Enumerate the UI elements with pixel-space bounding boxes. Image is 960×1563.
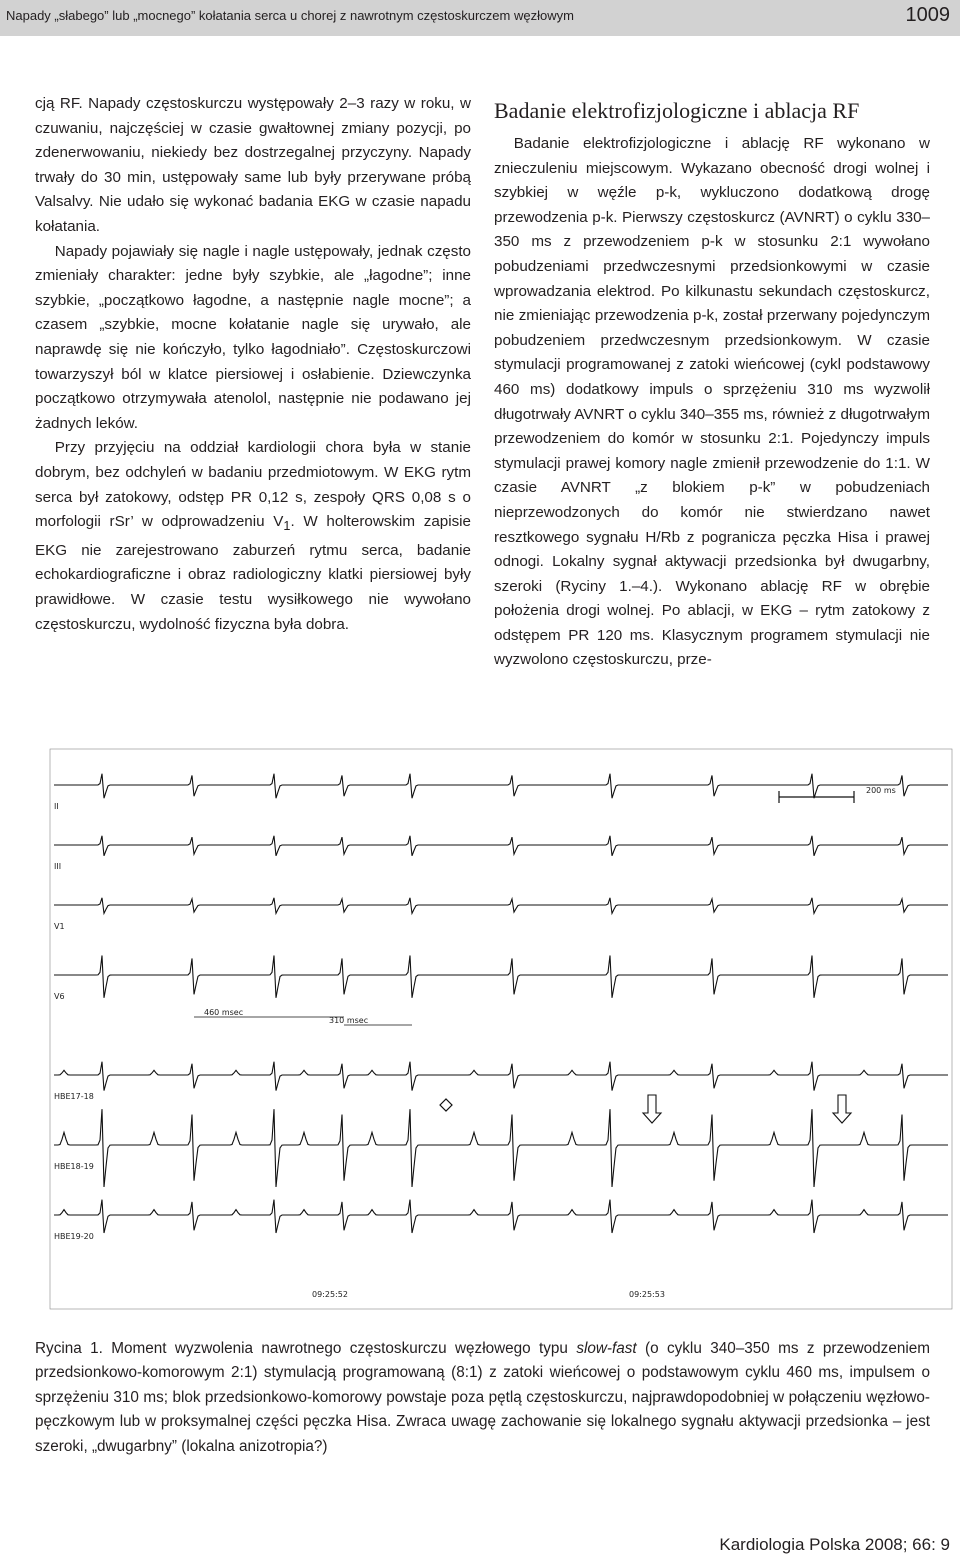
left-paragraph-3-part-b: . W holterowskim zapisie EKG nie zarejestrowano zaburzeń rytmu serca, badanie echokardiograficzne i obraz radiologiczny klatki piersiowej były prawidłowe. W czasie testu wysiłkowego nie wywołano częstoskurczu, wydolność fizyczna była dobra.: [35, 513, 471, 633]
running-header: [0, 0, 960, 36]
caption-text-b: (o cyklu 340–350 ms z przewodzeniem przedsionkowo-komorowym 2:1) stymulacją programowaną (8:1) z zatoki wieńcowej o podstawowym cyklu 460 ms, impulsem o sprzężeniu 310 ms; blok przedsionkowo-komorowy powstaje poza pętlą częstoskurczu, najprawdopodobniej w połączeniu węzłowo-pęczkowym lub w proksymalnej części pęczka Hisa. Zwraca uwagę zachowanie się lokalnego sygnału aktywacji przedsionka – jest szeroki, „dwugarbny” (lokalna anizotropia?): [35, 1340, 930, 1455]
timestamp-2: 09:25:53: [629, 1290, 665, 1299]
caption-label: Rycina 1.: [35, 1340, 103, 1357]
caption-italic: slow-fast: [576, 1340, 637, 1357]
left-paragraph-2: Napady pojawiały się nagle i nagle ustępowały, jednak często zmieniały charakter: jedne były szybkie, ale „łagodne”; inne szybkie, „początkowo łagodne, a następnie nagle mocne”; a czasem „szybkie, mocne kołatanie nagle się urywało, ale naprawdę się nie kończyło, tylko łagodniało”. Częstoskurczowi towarzyszył ból w klatce piersiowej i osłabienie. Dziewczynka początkowo otrzymywała atenolol, następnie nie podawano jej żadnych leków.: [35, 242, 471, 432]
lead-label: HBE17-18: [54, 1092, 94, 1101]
lead-label: V6: [54, 992, 65, 1001]
right-column: [494, 98, 930, 673]
timestamp-1: 09:25:52: [312, 1290, 348, 1299]
lead-label: HBE19-20: [54, 1232, 94, 1241]
right-paragraph-1: Badanie elektrofizjologiczne i ablację RF wykonano w znieczuleniu miejscowym. Wykazano obecność drogi wolnej i szybkiej w węźle p-k, wykluczono dodatkową drogę przewodzenia p-k. Pierwszy częstoskurcz (AVNRT) o cyklu 330–350 ms z przewodzeniem p-k w stosunku 2:1 wywołano pobudzeniami przedwczesnymi przedsionkowymi w czasie wprowadzania elektrod. Po kilkunastu sekundach częstoskurcz, nie zmieniając przewodzenia p-k, został przerwany pojedynczym pobudzeniem przedwczesnym przedsionkowym. W czasie stymulacji programowanej z zatoki wieńcowej (cykl podstawowy 460 ms) dodatkowy impuls o sprzężeniu 310 ms wyzwolił długotrwały AVNRT o cyklu 340–355 ms, również z długotrwałym przewodzeniem do komór w stosunku 2:1. Pojedynczy impuls stymulacji prawej komory nagle zmienił przewodzenie do 1:1. W czasie AVNRT „z blokiem p-k” w pobudzeniach nieprzewodzonych do komór nie stwierdzano nawet resztkowego sygnału H/Rb z pogranicza pęczka Hisa i prawej odnogi. Lokalny sygnał aktywacji przedsionka był dwugarbny, szeroki (Ryciny 1.–4.). Wykonano ablację RF w obrębie położenia drogi wolnej. Po ablacji, w EKG – rytm zatokowy z odstępem PR 120 ms. Klasycznym programem stymulacji nie wyzwolono częstoskurczu, prze-: [494, 135, 930, 669]
running-title: Napady „słabego” lub „mocnego” kołatania serca u chorej z nawrotnym częstoskurczem węzłowym: [6, 8, 574, 23]
journal-footer: Kardiologia Polska 2008; 66: 9: [719, 1535, 950, 1554]
page-number: 1009: [905, 4, 950, 26]
figure-caption: [35, 1337, 930, 1459]
left-column: [35, 92, 471, 637]
left-paragraph-1: cją RF. Napady częstoskurczu występowały 2–3 razy w roku, w czuwaniu, najczęściej w czasie gwałtownej zmiany pozycji, po zdenerwowaniu, niekiedy bez dostrzegalnej przyczyny. Napady trwały do 30 min, ustępowały same lub były przerywane próbą Valsalvy. Nie udało się wykonać badania EKG w czasie napadu kołatania.: [35, 95, 471, 235]
lead-label: HBE18-19: [54, 1162, 94, 1171]
caption-text-a: Moment wyzwolenia nawrotnego częstoskurczu węzłowego typu: [102, 1340, 577, 1357]
lead-label: III: [54, 862, 62, 871]
subscript-1: 1: [283, 519, 291, 534]
ecg-figure: [44, 745, 960, 1317]
scale-bar-label: 200 ms: [866, 786, 896, 795]
figure-frame: [50, 749, 952, 1309]
interval-460-label: 460 msec: [204, 1008, 244, 1017]
left-paragraph-3: [35, 436, 471, 637]
interval-310-label: 310 msec: [329, 1016, 369, 1025]
ecg-tracings: [44, 745, 960, 1317]
left-paragraph-3-part-a: Przy przyjęciu na oddział kardiologii chora była w stanie dobrym, bez odchyleń w badaniu przedmiotowym. W EKG rytm serca był zatokowy, odstęp PR 0,12 s, zespoły QRS 0,08 s o morfologii rSr’ w odprowadzeniu V: [35, 439, 471, 531]
lead-label: II: [54, 802, 59, 811]
lead-label: V1: [54, 922, 65, 931]
section-heading: Badanie elektrofizjologiczne i ablacja RF: [494, 98, 860, 123]
